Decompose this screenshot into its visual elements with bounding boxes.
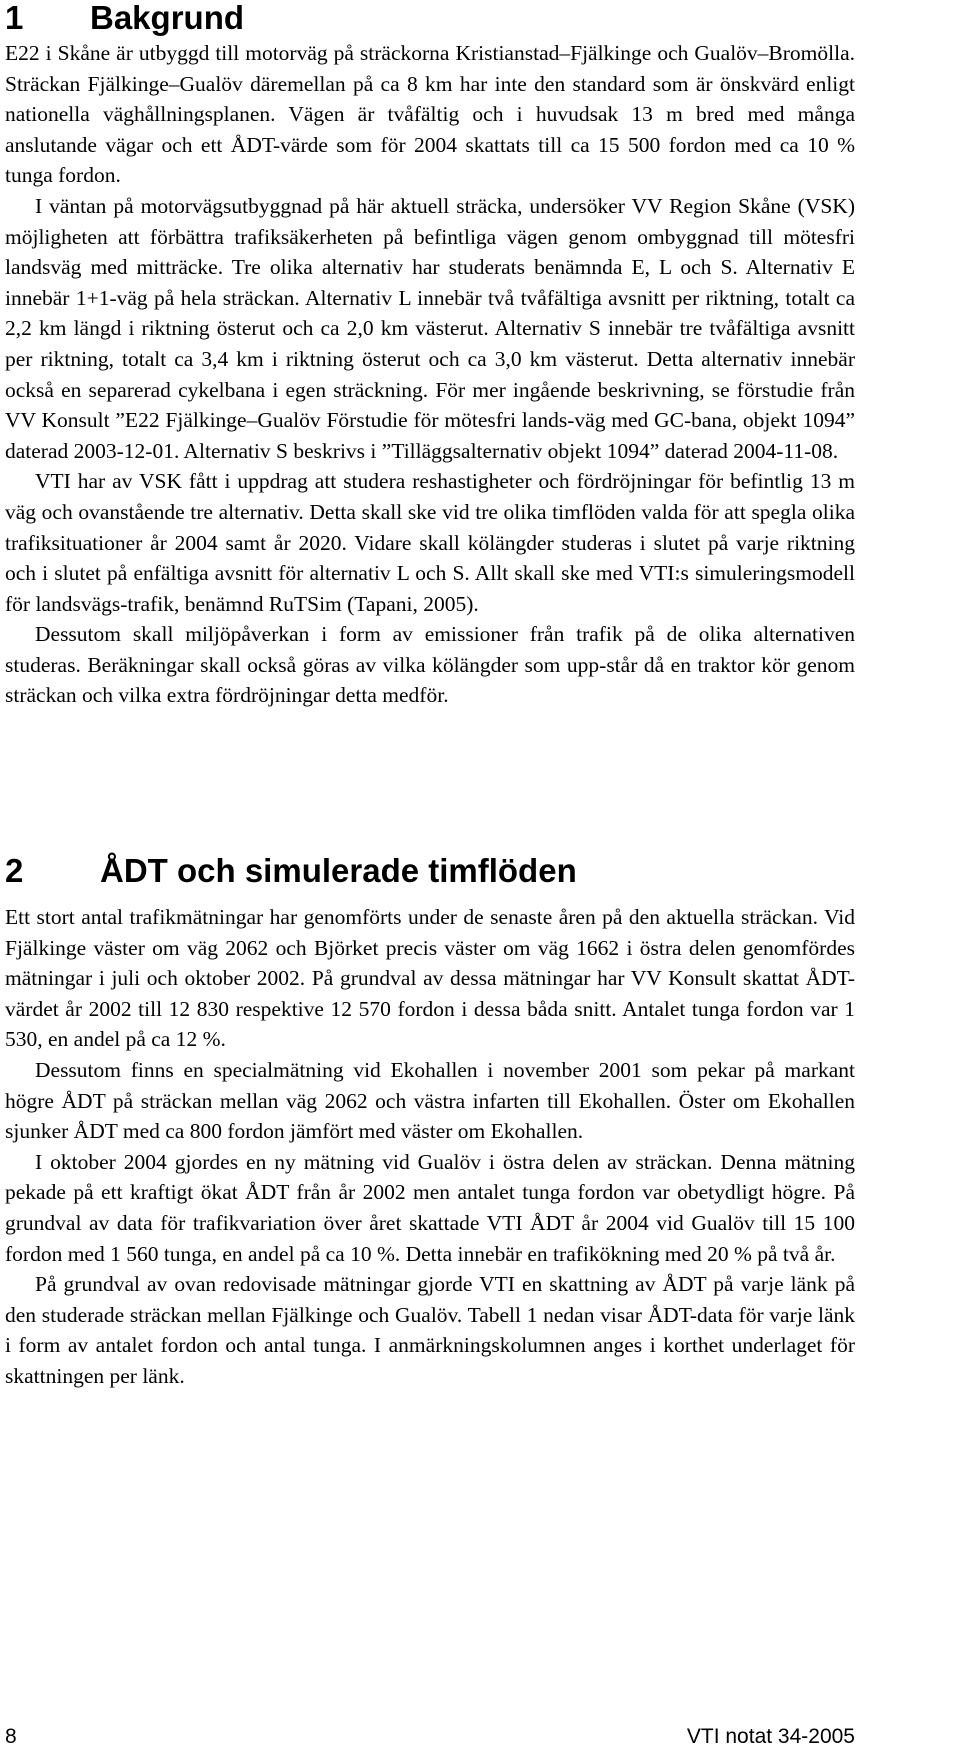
paragraph: I oktober 2004 gjordes en ny mätning vid Gualöv i östra delen av sträckan. Denna mätning pekade på ett kraftigt ökat ÅDT från år 2002 men antalet tunga fordon var obetydligt högre. På grundval av data för trafikvariation över året skattade VTI ÅDT år 2004 vid Gualöv till 15 100 fordon med 1 560 tunga, en andel på ca 10 %. Detta innebär en trafikökning med 20 % på två år. bbox=[5, 1149, 855, 1266]
page-footer bbox=[5, 1724, 855, 1750]
section-title: Bakgrund bbox=[90, 0, 245, 36]
section-body bbox=[5, 902, 855, 1392]
paragraph: E22 i Skåne är utbyggd till motorväg på sträckorna Kristianstad–Fjälkinge och Gualöv–Bromölla. Sträckan Fjälkinge–Gualöv däremellan på ca 8 km har inte den standard som är önskvärd enligt nationella väghållningsplanen. Vägen är tvåfältig och i huvudsak 13 m bred med många anslutande vägar och ett ÅDT-värde som för 2004 skattats till ca 15 500 fordon med ca 10 % tunga fordon. bbox=[5, 41, 855, 188]
paragraph: Dessutom skall miljöpåverkan i form av emissioner från trafik på de olika alternativen studeras. Beräkningar skall också göras av vilka kölängder som upp-står då en traktor kör genom sträckan och vilka extra fördröjningar detta medför. bbox=[5, 622, 855, 708]
section-heading bbox=[5, 0, 855, 36]
publication-label: VTI notat 34-2005 bbox=[686, 1725, 855, 1748]
paragraph: Ett stort antal trafikmätningar har genomförts under de senaste åren på den aktuella sträckan. Vid Fjälkinge väster om väg 2062 och Björket precis väster om väg 1662 i östra delen genomfördes mätningar i juli och oktober 2002. På grundval av dessa mätningar har VV Konsult skattat ÅDT-värdet år 2002 till 12 830 respektive 12 570 fordon i dessa båda snitt. Antalet tunga fordon var 1 530, en andel på ca 12 %. bbox=[5, 905, 855, 1052]
section-title: ÅDT och simulerade timflöden bbox=[100, 852, 577, 889]
section-number: 1 bbox=[5, 0, 24, 36]
page-number: 8 bbox=[5, 1725, 17, 1748]
paragraph: I väntan på motorvägsutbyggnad på här aktuell sträcka, undersöker VV Region Skåne (VSK) möjligheten att förbättra trafiksäkerheten på befintliga vägen genom ombyggnad till mötesfri landsväg med mitträcke. Tre olika alternativ har studerats benämnda E, L och S. Alternativ E innebär 1+1-väg på hela sträckan. Alternativ L innebär två tvåfältiga avsnitt per riktning, totalt ca 2,2 km längd i riktning österut och ca 2,0 km västerut. Alternativ S innebär tre tvåfältiga avsnitt per riktning, totalt ca 3,4 km i riktning österut och ca 3,0 km västerut. Detta alternativ innebär också en separerad cykelbana i egen sträckning. För mer ingående beskrivning, se förstudie från VV Konsult ”E22 Fjälkinge–Gualöv Förstudie för mötesfri lands-väg med GC-bana, objekt 1094” daterad 2003-12-01. Alternativ S beskrivs i ”Tilläggsalternativ objekt 1094” daterad 2004-11-08. bbox=[5, 193, 855, 463]
paragraph: Dessutom finns en specialmätning vid Ekohallen i november 2001 som pekar på markant högre ÅDT på sträckan mellan väg 2062 och västra infarten till Ekohallen. Öster om Ekohallen sjunker ÅDT med ca 800 fordon jämfört med väster om Ekohallen. bbox=[5, 1057, 855, 1144]
section-body bbox=[5, 38, 855, 711]
paragraph: På grundval av ovan redovisade mätningar gjorde VTI en skattning av ÅDT på varje länk på den studerade sträckan mellan Fjälkinge och Gualöv. Tabell 1 nedan visar ÅDT-data för varje länk i form av antalet fordon och antal tunga. I anmärkningskolumnen anges i korthet underlaget för skattningen per länk. bbox=[5, 1272, 855, 1388]
document-page bbox=[5, 0, 855, 1388]
section-number: 2 bbox=[5, 852, 24, 889]
section-heading bbox=[5, 853, 577, 889]
paragraph: VTI har av VSK fått i uppdrag att studera reshastigheter och fördröjningar för befintlig 13 m väg och ovanstående tre alternativ. Detta skall ske vid tre olika timflöden valda för att spegla olika trafiksituationer år 2004 samt år 2020. Vidare skall kölängder studeras i slutet på varje riktning och i slutet på enfältiga avsnitt för alternativ L och S. Allt skall ske med VTI:s simuleringsmodell för landsvägs-trafik, benämnd RuTSim (Tapani, 2005). bbox=[5, 469, 855, 616]
